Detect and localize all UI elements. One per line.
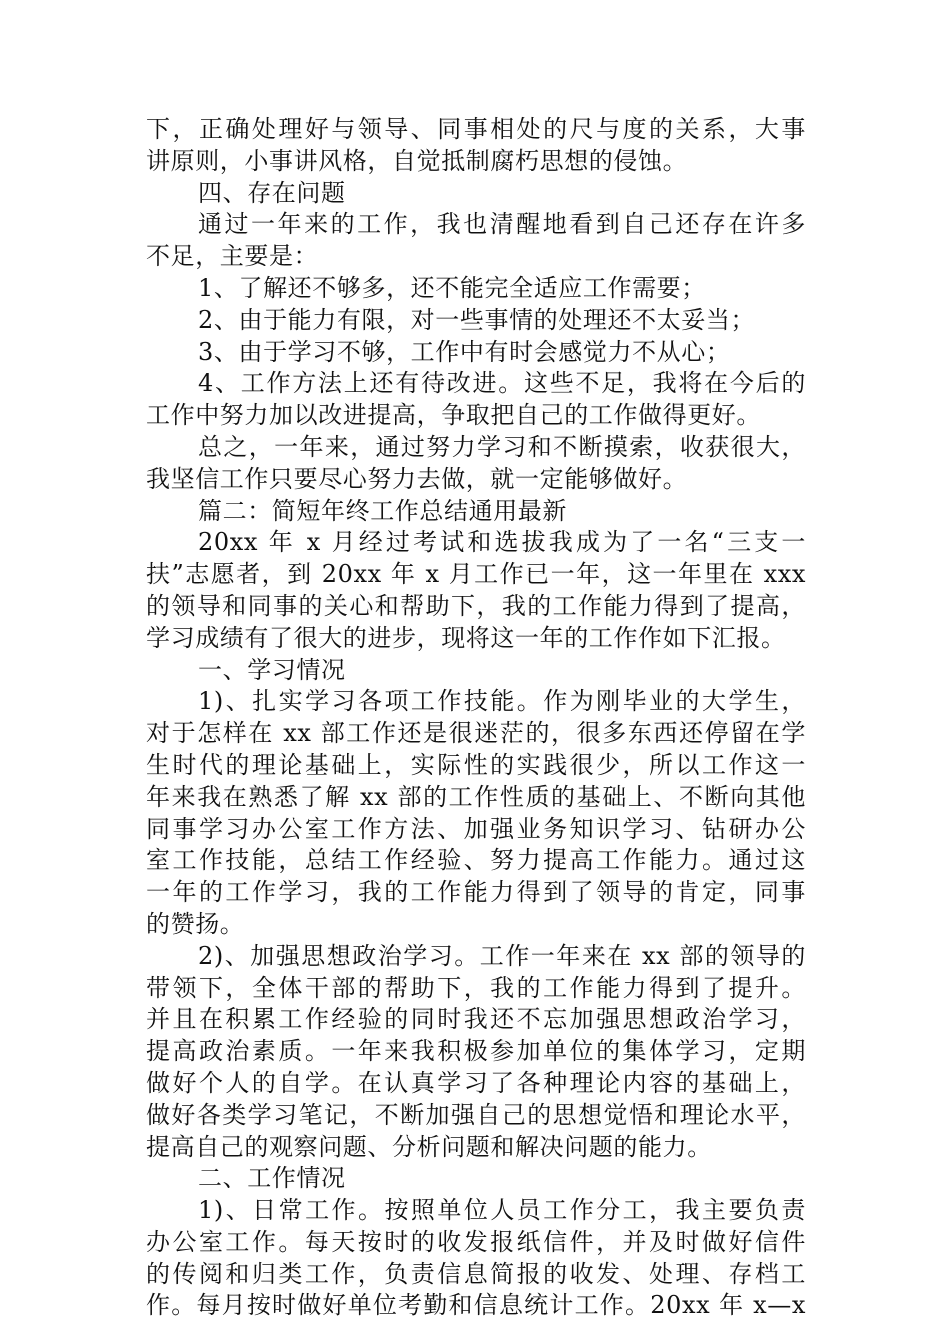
text-line: 4、工作方法上还有待改进。这些不足，我将在今后的 (198, 369, 806, 398)
text-line: 二、工作情况 (198, 1164, 346, 1193)
text-line: 室工作技能，总结工作经验、努力提高工作能力。通过这 (146, 846, 806, 875)
text-line: 四、存在问题 (198, 178, 346, 207)
text-line: 20xx 年 x 月经过考试和选拔我成为了一名“三支一 (198, 528, 806, 557)
text-line: 3、由于学习不够，工作中有时会感觉力不从心； (198, 337, 731, 366)
text-line: 对于怎样在 xx 部工作还是很迷茫的，很多东西还停留在学 (146, 719, 806, 748)
text-line: 年来我在熟悉了解 xx 部的工作性质的基础上、不断向其他 (146, 782, 806, 811)
text-line: 篇二：简短年终工作总结通用最新 (198, 496, 567, 525)
text-line: 的领导和同事的关心和帮助下，我的工作能力得到了提高， (146, 591, 806, 620)
text-line: 生时代的理论基础上，实际性的实践很少，所以工作这一 (146, 750, 806, 779)
text-line: 做好各类学习笔记，不断加强自己的思想觉悟和理论水平， (146, 1100, 806, 1129)
document-body (146, 114, 806, 1322)
text-line: 一年的工作学习，我的工作能力得到了领导的肯定，同事 (146, 878, 806, 907)
text-line: 2)、加强思想政治学习。工作一年来在 xx 部的领导的 (198, 941, 806, 970)
text-line: 总之，一年来，通过努力学习和不断摸索，收获很大， (198, 432, 806, 461)
text-line: 通过一年来的工作，我也清醒地看到自己还存在许多 (198, 210, 806, 239)
text-line: 作。每月按时做好单位考勤和信息统计工作。20xx 年 x—x (146, 1291, 806, 1320)
text-line: 扶”志愿者，到 20xx 年 x 月工作已一年，这一年里在 xxx (146, 560, 806, 589)
text-line: 1、了解还不够多，还不能完全适应工作需要； (198, 273, 706, 302)
text-line: 的传阅和归类工作，负责信息简报的收发、处理、存档工 (146, 1259, 806, 1288)
text-line: 办公室工作。每天按时的收发报纸信件，并及时做好信件 (146, 1227, 806, 1256)
text-line: 学习成绩有了很大的进步，现将这一年的工作作如下汇报。 (146, 623, 786, 652)
text-line: 的赞扬。 (146, 909, 245, 938)
text-line: 一、学习情况 (198, 655, 346, 684)
text-line: 不足，主要是： (146, 242, 319, 271)
text-line: 带领下，全体干部的帮助下，我的工作能力得到了提升。 (146, 973, 806, 1002)
text-line: 1)、日常工作。按照单位人员工作分工，我主要负责 (198, 1196, 806, 1225)
text-line: 提高政治素质。一年来我积极参加单位的集体学习，定期 (146, 1037, 806, 1066)
text-line: 做好个人的自学。在认真学习了各种理论内容的基础上， (146, 1068, 806, 1097)
text-line: 2、由于能力有限，对一些事情的处理还不太妥当； (198, 305, 756, 334)
text-line: 讲原则，小事讲风格，自觉抵制腐朽思想的侵蚀。 (146, 146, 688, 175)
text-line: 同事学习办公室工作方法、加强业务知识学习、钻研办公 (146, 814, 806, 843)
text-line: 下，正确处理好与领导、同事相处的尺与度的关系，大事 (146, 115, 806, 143)
text-line: 1)、扎实学习各项工作技能。作为刚毕业的大学生， (198, 687, 806, 716)
text-line: 并且在积累工作经验的同时我还不忘加强思想政治学习， (146, 1005, 806, 1034)
text-line: 我坚信工作只要尽心努力去做，就一定能够做好。 (146, 464, 688, 493)
text-line: 提高自己的观察问题、分析问题和解决问题的能力。 (146, 1132, 712, 1161)
text-line: 工作中努力加以改进提高，争取把自己的工作做得更好。 (146, 401, 761, 430)
